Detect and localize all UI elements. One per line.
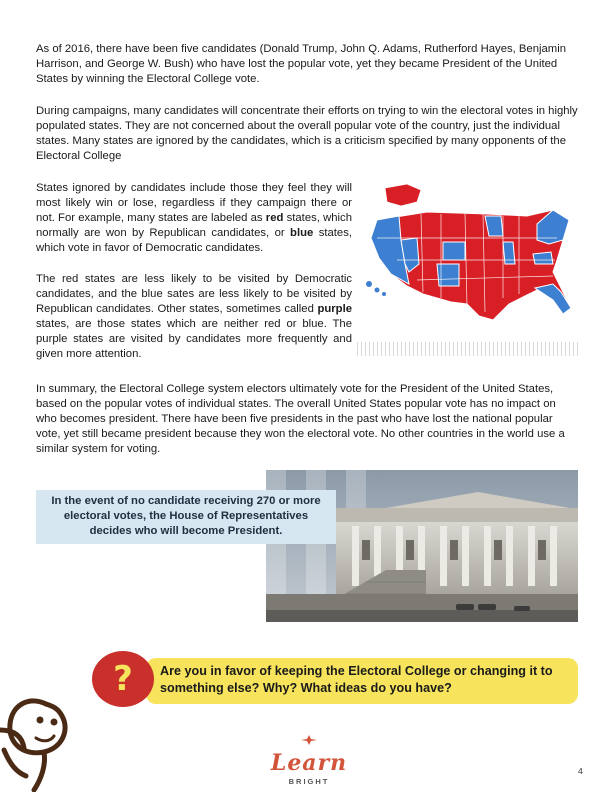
text-span: states, which normally are won by Republican candidates, or xyxy=(36,212,352,239)
text-span: The red states are less likely to be visited by Democratic candidates, and the blue sates are less likely to be visited by Republican candidates. Other states, sometimes called xyxy=(36,273,352,315)
callout-text: In the event of no candidate receiving 270 or more electoral votes, the House of Representatives decides who will become President. xyxy=(51,495,321,537)
paragraph-campaigns: During campaigns, many candidates will concentrate their efforts on trying to win the electoral votes in highly populated states. They are not concerned about the overall popular vote of the country, just the individual states. Many states are ignored by the candidates, which is a criticism specified by many opponents of the Electoral College xyxy=(36,105,578,162)
text-span: states, which vote in favor of Democratic candidates. xyxy=(36,227,352,254)
paragraph-purple-states xyxy=(36,272,352,362)
page-number: 4 xyxy=(578,766,583,776)
paragraph-summary: In summary, the Electoral College system electors ultimately vote for the President of the United States, based on the popular votes of individual states. The overall United States popular vote has no impact on who becomes president. There have been five presidents in the past who have lost the national popular vote, yet still became president because they won the electoral vote. No other countries in the world use a similar system for voting. xyxy=(36,383,565,455)
callout-box xyxy=(36,490,336,544)
thinking-character-icon xyxy=(0,690,100,792)
us-electoral-map-image xyxy=(357,180,579,358)
red-keyword: red xyxy=(265,212,284,224)
map-shadow xyxy=(357,342,579,356)
text-span: States ignored by candidates include those they feel they will most likely win or lose, regardless if they campaign there or not. For example, many states are labeled as xyxy=(36,182,352,224)
question-mark-icon: ? xyxy=(113,659,133,699)
logo-star-icon xyxy=(301,735,317,745)
blue-keyword: blue xyxy=(290,227,314,239)
discussion-question: Are you in favor of keeping the Electoral College or changing it to something else? Why? What ideas do you have? xyxy=(160,664,553,695)
text-span: states, are those states which are neither red or blue. The purple states are visited by candidates more frequently and given more attention. xyxy=(36,318,352,360)
learn-bright-logo xyxy=(254,732,364,784)
purple-keyword: purple xyxy=(317,303,352,315)
thinker-svg xyxy=(0,690,100,792)
paragraph-popular-vote: As of 2016, there have been five candidates (Donald Trump, John Q. Adams, Rutherford Hayes, Benjamin Harrison, and George W. Bush) who have lost the popular vote, yet they became President of the United States by winning the Electoral College vote. xyxy=(36,43,566,85)
logo-word: Learn xyxy=(270,750,348,776)
us-map-svg xyxy=(357,180,579,342)
paragraph-ignored-states xyxy=(36,181,352,256)
logo-subtitle: BRIGHT xyxy=(288,777,330,786)
